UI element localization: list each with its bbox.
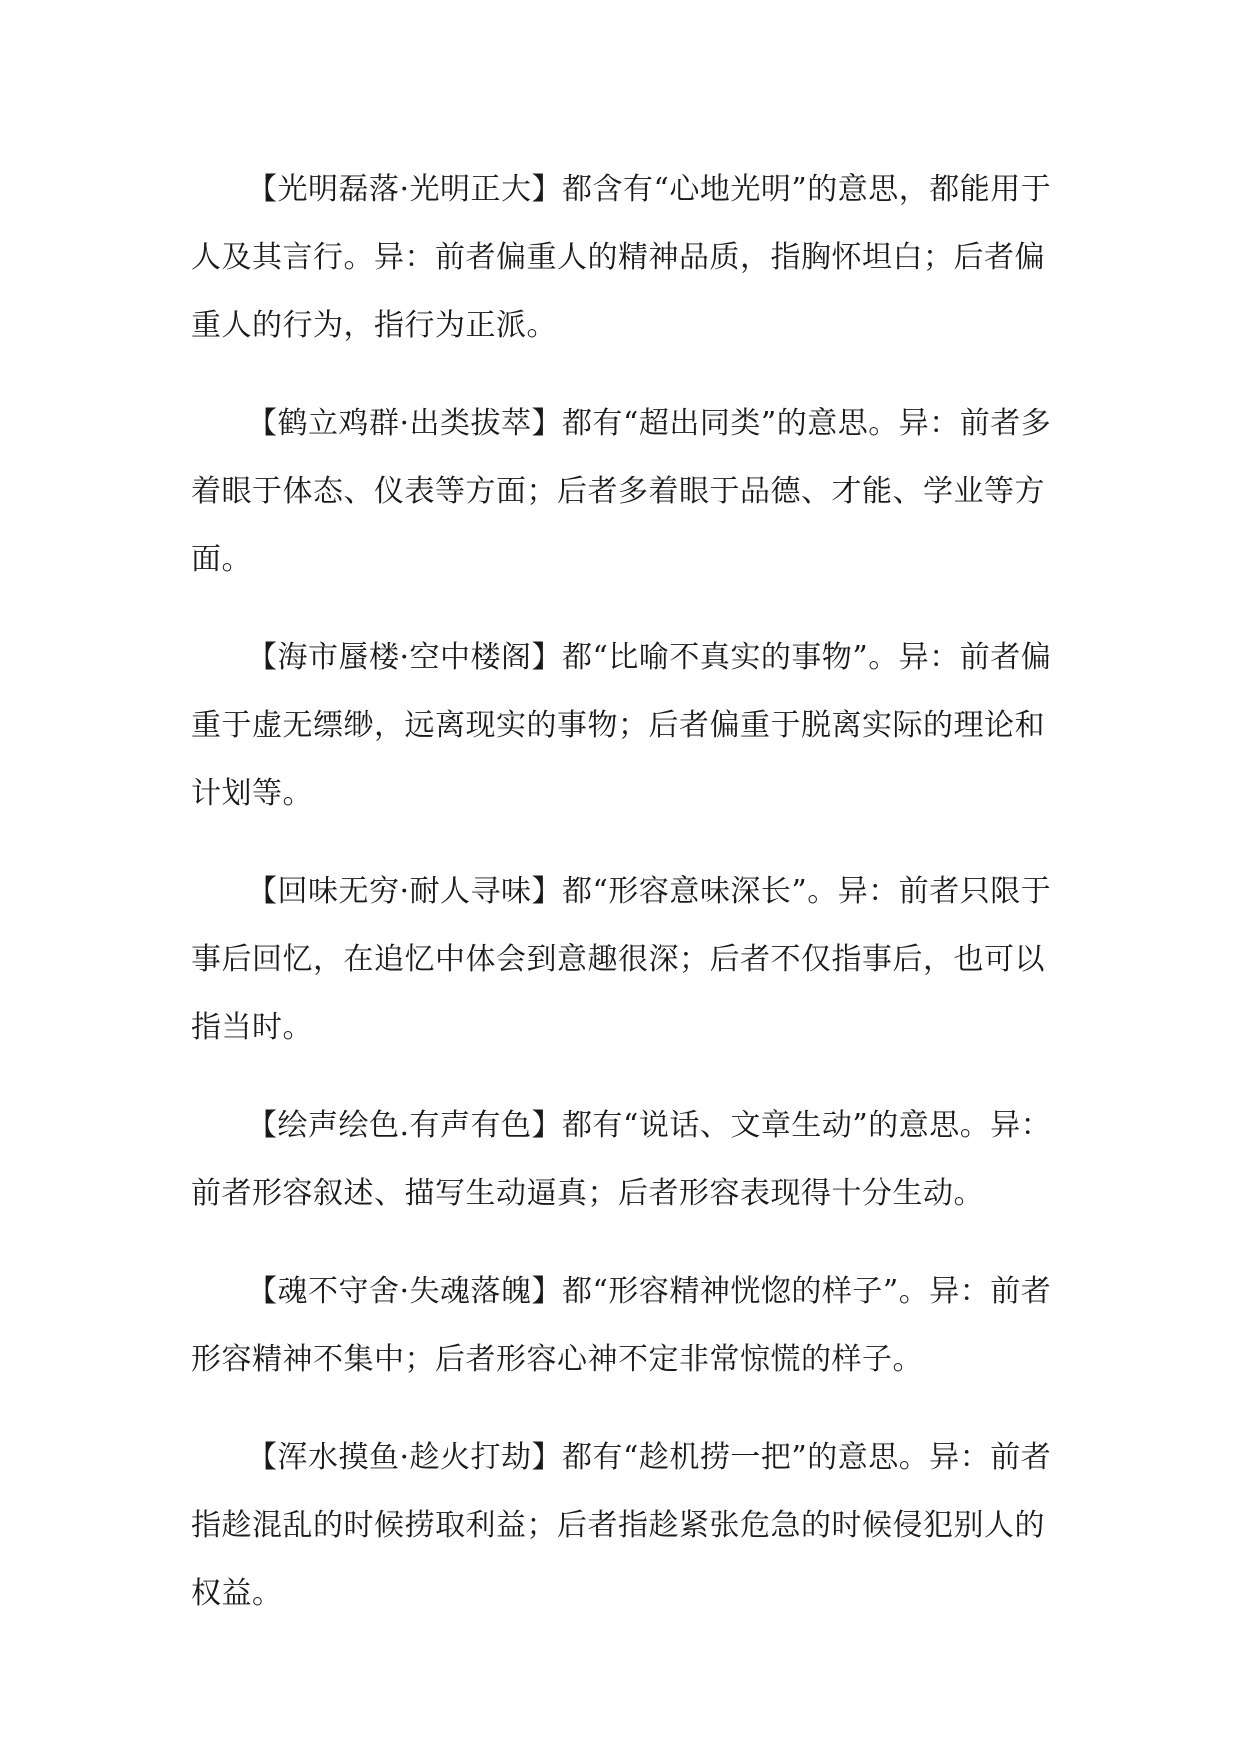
idiom-entry-6: 【魂不守舍·失魂落魄】都“形容精神恍惚的样子”。异：前者形容精神不集中；后者形容心神不定非常惊慌的样子。 xyxy=(191,1274,1052,1377)
idiom-entry-1: 【光明磊落·光明正大】都含有“心地光明”的意思，都能用于人及其言行。异：前者偏重人的精神品质，指胸怀坦白；后者偏重人的行为，指行为正派。 xyxy=(191,172,1052,343)
document-body xyxy=(191,156,1061,1658)
idiom-entry-3: 【海市蜃楼·空中楼阁】都“比喻不真实的事物”。异：前者偏重于虚无缥缈，远离现实的事物；后者偏重于脱离实际的理论和计划等。 xyxy=(191,640,1052,811)
idiom-entry-7: 【浑水摸鱼·趁火打劫】都有“趁机捞一把”的意思。异：前者指趁混乱的时候捞取利益；后者指趁紧张危急的时候侵犯别人的权益。 xyxy=(191,1440,1052,1611)
idiom-entry-2: 【鹤立鸡群·出类拔萃】都有“超出同类”的意思。异：前者多着眼于体态、仪表等方面；后者多着眼于品德、才能、学业等方面。 xyxy=(191,406,1052,577)
idiom-entry-4: 【回味无穷·耐人寻味】都“形容意味深长”。异：前者只限于事后回忆，在追忆中体会到意趣很深；后者不仅指事后，也可以指当时。 xyxy=(191,874,1052,1045)
idiom-entry-5: 【绘声绘色.有声有色】都有“说话、文章生动”的意思。异：前者形容叙述、描写生动逼真；后者形容表现得十分生动。 xyxy=(191,1108,1052,1211)
